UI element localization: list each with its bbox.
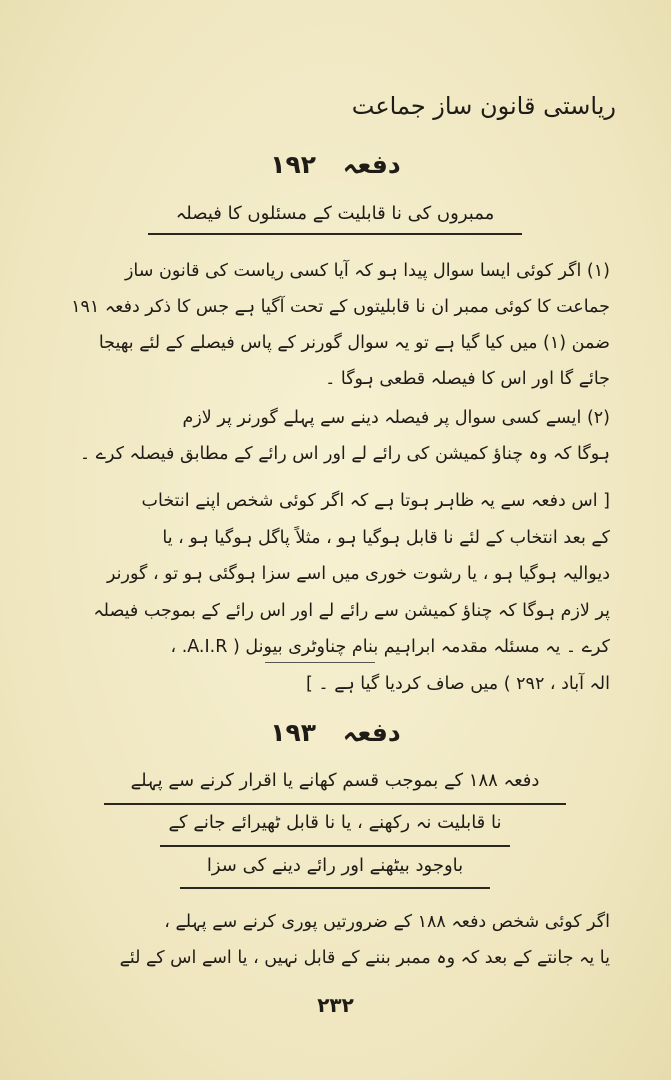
clause-1-line: جماعت کا کوئی ممبر ان نا قابلیتوں کے تحت آگیا ہے جس کا ذکر دفعہ ۱۹۱ [71, 297, 610, 317]
section-193-heading [0, 718, 671, 747]
clause-2-line: (۲) ایسے کسی سوال پر فیصلہ دینے سے پہلے گورنر پر لازم [182, 408, 610, 428]
section-193-number: ۱۹۳ [270, 718, 317, 747]
caption-underline [148, 233, 522, 235]
note-line: کرے ۔ یہ مسئلہ مقدمہ ابراہیم بنام چناوٹری بیونل ( A.I.R. ، [170, 637, 610, 657]
note-line: الہ آباد ، ۲۹۲ ) میں صاف کردیا گیا ہے ۔ ] [305, 673, 610, 694]
clause-2 [40, 400, 610, 472]
body-line: اگر کوئی شخص دفعہ ۱۸۸ کے ضرورتیں پوری کرنے سے پہلے ، [164, 912, 610, 932]
clause-2-line: ہوگا کہ وہ چناؤ کمیشن کی رائے لے اور اس رائے کے مطابق فیصلہ کرے ۔ [79, 444, 610, 464]
section-193-caption-line: باوجود بیٹھنے اور رائے دینے کی سزا [206, 855, 464, 876]
clause-1 [40, 253, 610, 397]
note-line: [ اس دفعہ سے یہ ظاہر ہوتا ہے کہ اگر کوئی شخص اپنے انتخاب [141, 491, 610, 511]
page-number: ۲۳۲ [317, 993, 354, 1017]
section-193-caption-line: نا قابلیت نہ رکھنے ، یا نا قابل ٹھیرائے جانے کے [168, 812, 502, 833]
clause-1-line: (۱) اگر کوئی ایسا سوال پیدا ہو کہ آیا کسی ریاست کی قانون ساز [124, 261, 610, 281]
section-193-body [40, 904, 610, 976]
clause-1-line: جائے گا اور اس کا فیصلہ قطعی ہوگا ۔ [325, 369, 610, 389]
caption-underline [180, 887, 490, 889]
section-192-label: دفعہ [342, 150, 401, 179]
clause-1-line: ضمن (۱) میں کیا گیا ہے تو یہ سوال گورنر کے پاس فیصلے کے لئے بھیجا [98, 333, 610, 353]
caption-underline [104, 803, 566, 805]
section-193-label: دفعہ [342, 718, 401, 747]
section-192-caption: ممبروں کی نا قابلیت کے مسئلوں کا فیصلہ [175, 203, 495, 224]
section-193-caption-line: دفعہ ۱۸۸ کے بموجب قسم کھانے یا اقرار کرنے سے پہلے [130, 770, 540, 791]
caption-underline [160, 845, 510, 847]
body-line: یا یہ جانتے کے بعد کہ وہ ممبر بننے کے قابل نہیں ، یا اسے اس کے لئے [119, 948, 610, 968]
section-192-number: ۱۹۲ [270, 150, 317, 179]
note-underline [265, 662, 375, 663]
note-line: پر لازم ہوگا کہ چناؤ کمیشن سے رائے لے اور اس رائے کے بموجب فیصلہ [93, 600, 610, 621]
note-line: کے بعد انتخاب کے لئے نا قابل ہوگیا ہو ، مثلاً پاگل ہوگیا ہو ، یا [162, 527, 610, 548]
section-192-heading [0, 150, 671, 179]
editorial-note [40, 483, 610, 702]
running-header: ریاستی قانون ساز جماعت [351, 92, 616, 120]
note-line: دیوالیہ ہوگیا ہو ، یا رشوت خوری میں اسے سزا ہوگئی ہو تو ، گورنر [107, 564, 610, 584]
